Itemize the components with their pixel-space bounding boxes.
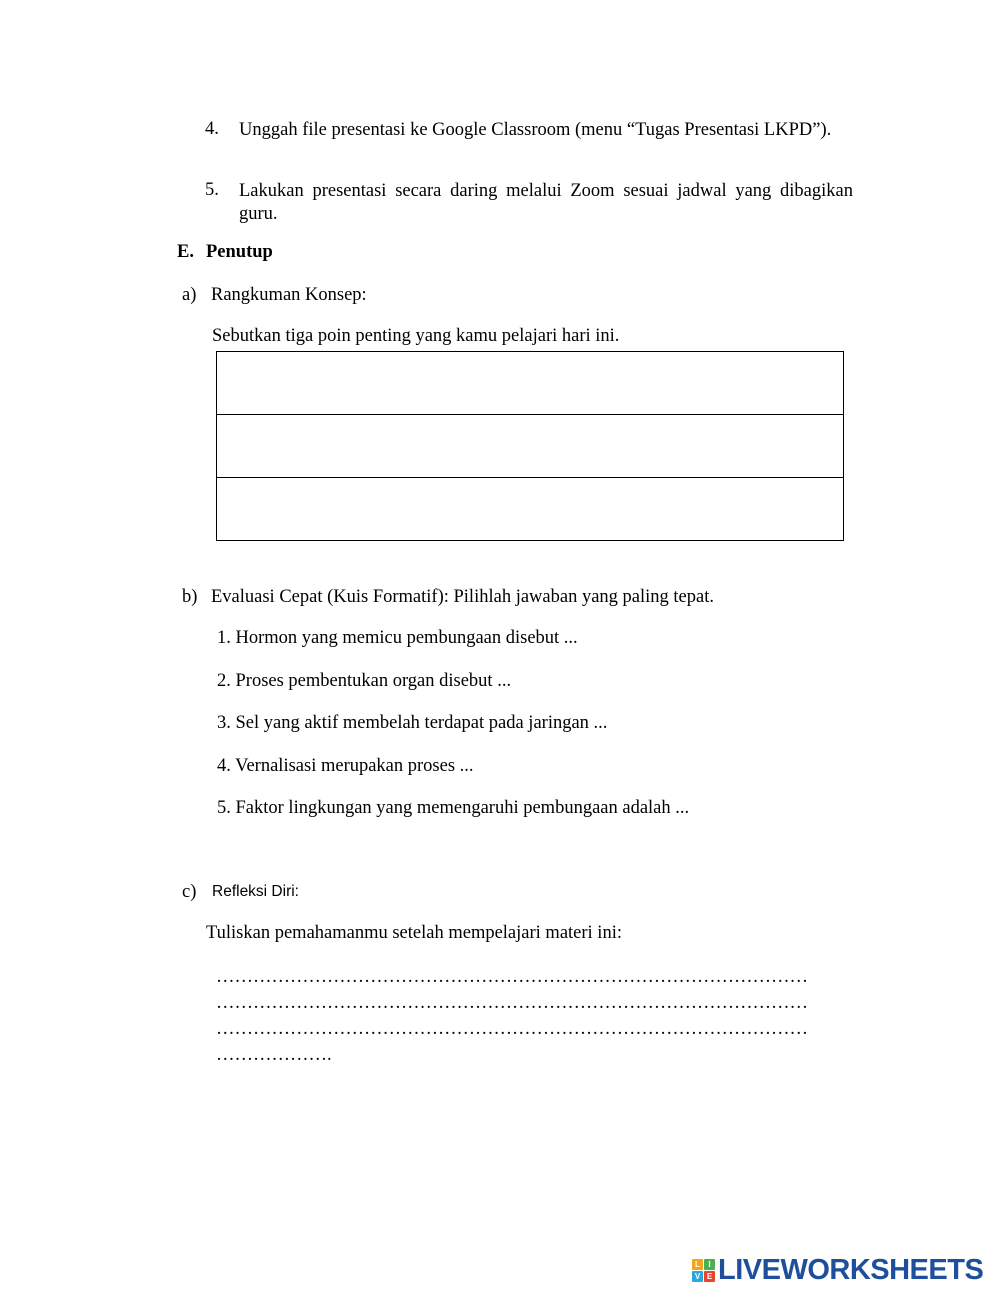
answer-dot-line[interactable]: …………………………………………………………………………………… — [216, 1019, 808, 1039]
answer-dot-line[interactable]: ………………. — [216, 1045, 332, 1065]
quiz-question: 4. Vernalisasi merupakan proses ... — [217, 756, 474, 776]
logo-blocks-icon — [692, 1259, 715, 1282]
part-b-label: b) — [182, 587, 198, 607]
answer-box[interactable] — [217, 415, 844, 478]
step-number: 4. — [205, 119, 219, 139]
step-number: 5. — [205, 180, 219, 200]
summary-answer-table — [216, 351, 844, 541]
quiz-question: 1. Hormon yang memicu pembungaan disebut ... — [217, 628, 578, 648]
part-c-instruction: Tuliskan pemahamanmu setelah mempelajari materi ini: — [206, 923, 622, 943]
liveworksheets-logo — [692, 1253, 983, 1287]
part-a-instruction: Sebutkan tiga poin penting yang kamu pelajari hari ini. — [212, 326, 620, 346]
logo-block: E — [704, 1271, 715, 1282]
answer-box[interactable] — [217, 352, 844, 415]
step-text: Lakukan presentasi secara daring melalui Zoom sesuai jadwal yang dibagikan guru. — [239, 181, 853, 224]
answer-dot-line[interactable]: …………………………………………………………………………………… — [216, 993, 808, 1013]
step-text: Unggah file presentasi ke Google Classroom (menu “Tugas Presentasi LKPD”). — [239, 120, 832, 140]
part-b-title: Evaluasi Cepat (Kuis Formatif): Pilihlah jawaban yang paling tepat. — [211, 587, 714, 607]
quiz-question: 2. Proses pembentukan organ disebut ... — [217, 671, 512, 691]
answer-dot-line[interactable]: …………………………………………………………………………………… — [216, 967, 808, 987]
answer-box[interactable] — [217, 478, 844, 541]
section-title: Penutup — [206, 242, 273, 262]
quiz-question: 5. Faktor lingkungan yang memengaruhi pembungaan adalah ... — [217, 798, 690, 818]
logo-text: LIVEWORKSHEETS — [718, 1253, 984, 1286]
logo-block: I — [704, 1259, 715, 1270]
part-a-label: a) — [182, 285, 197, 305]
section-letter: E. — [177, 242, 194, 262]
part-a-title: Rangkuman Konsep: — [211, 285, 367, 305]
part-c-label: c) — [182, 882, 197, 902]
logo-block: V — [692, 1271, 703, 1282]
quiz-question: 3. Sel yang aktif membelah terdapat pada jaringan ... — [217, 713, 608, 733]
logo-block: L — [692, 1259, 703, 1270]
part-c-title: Refleksi Diri: — [212, 883, 299, 900]
